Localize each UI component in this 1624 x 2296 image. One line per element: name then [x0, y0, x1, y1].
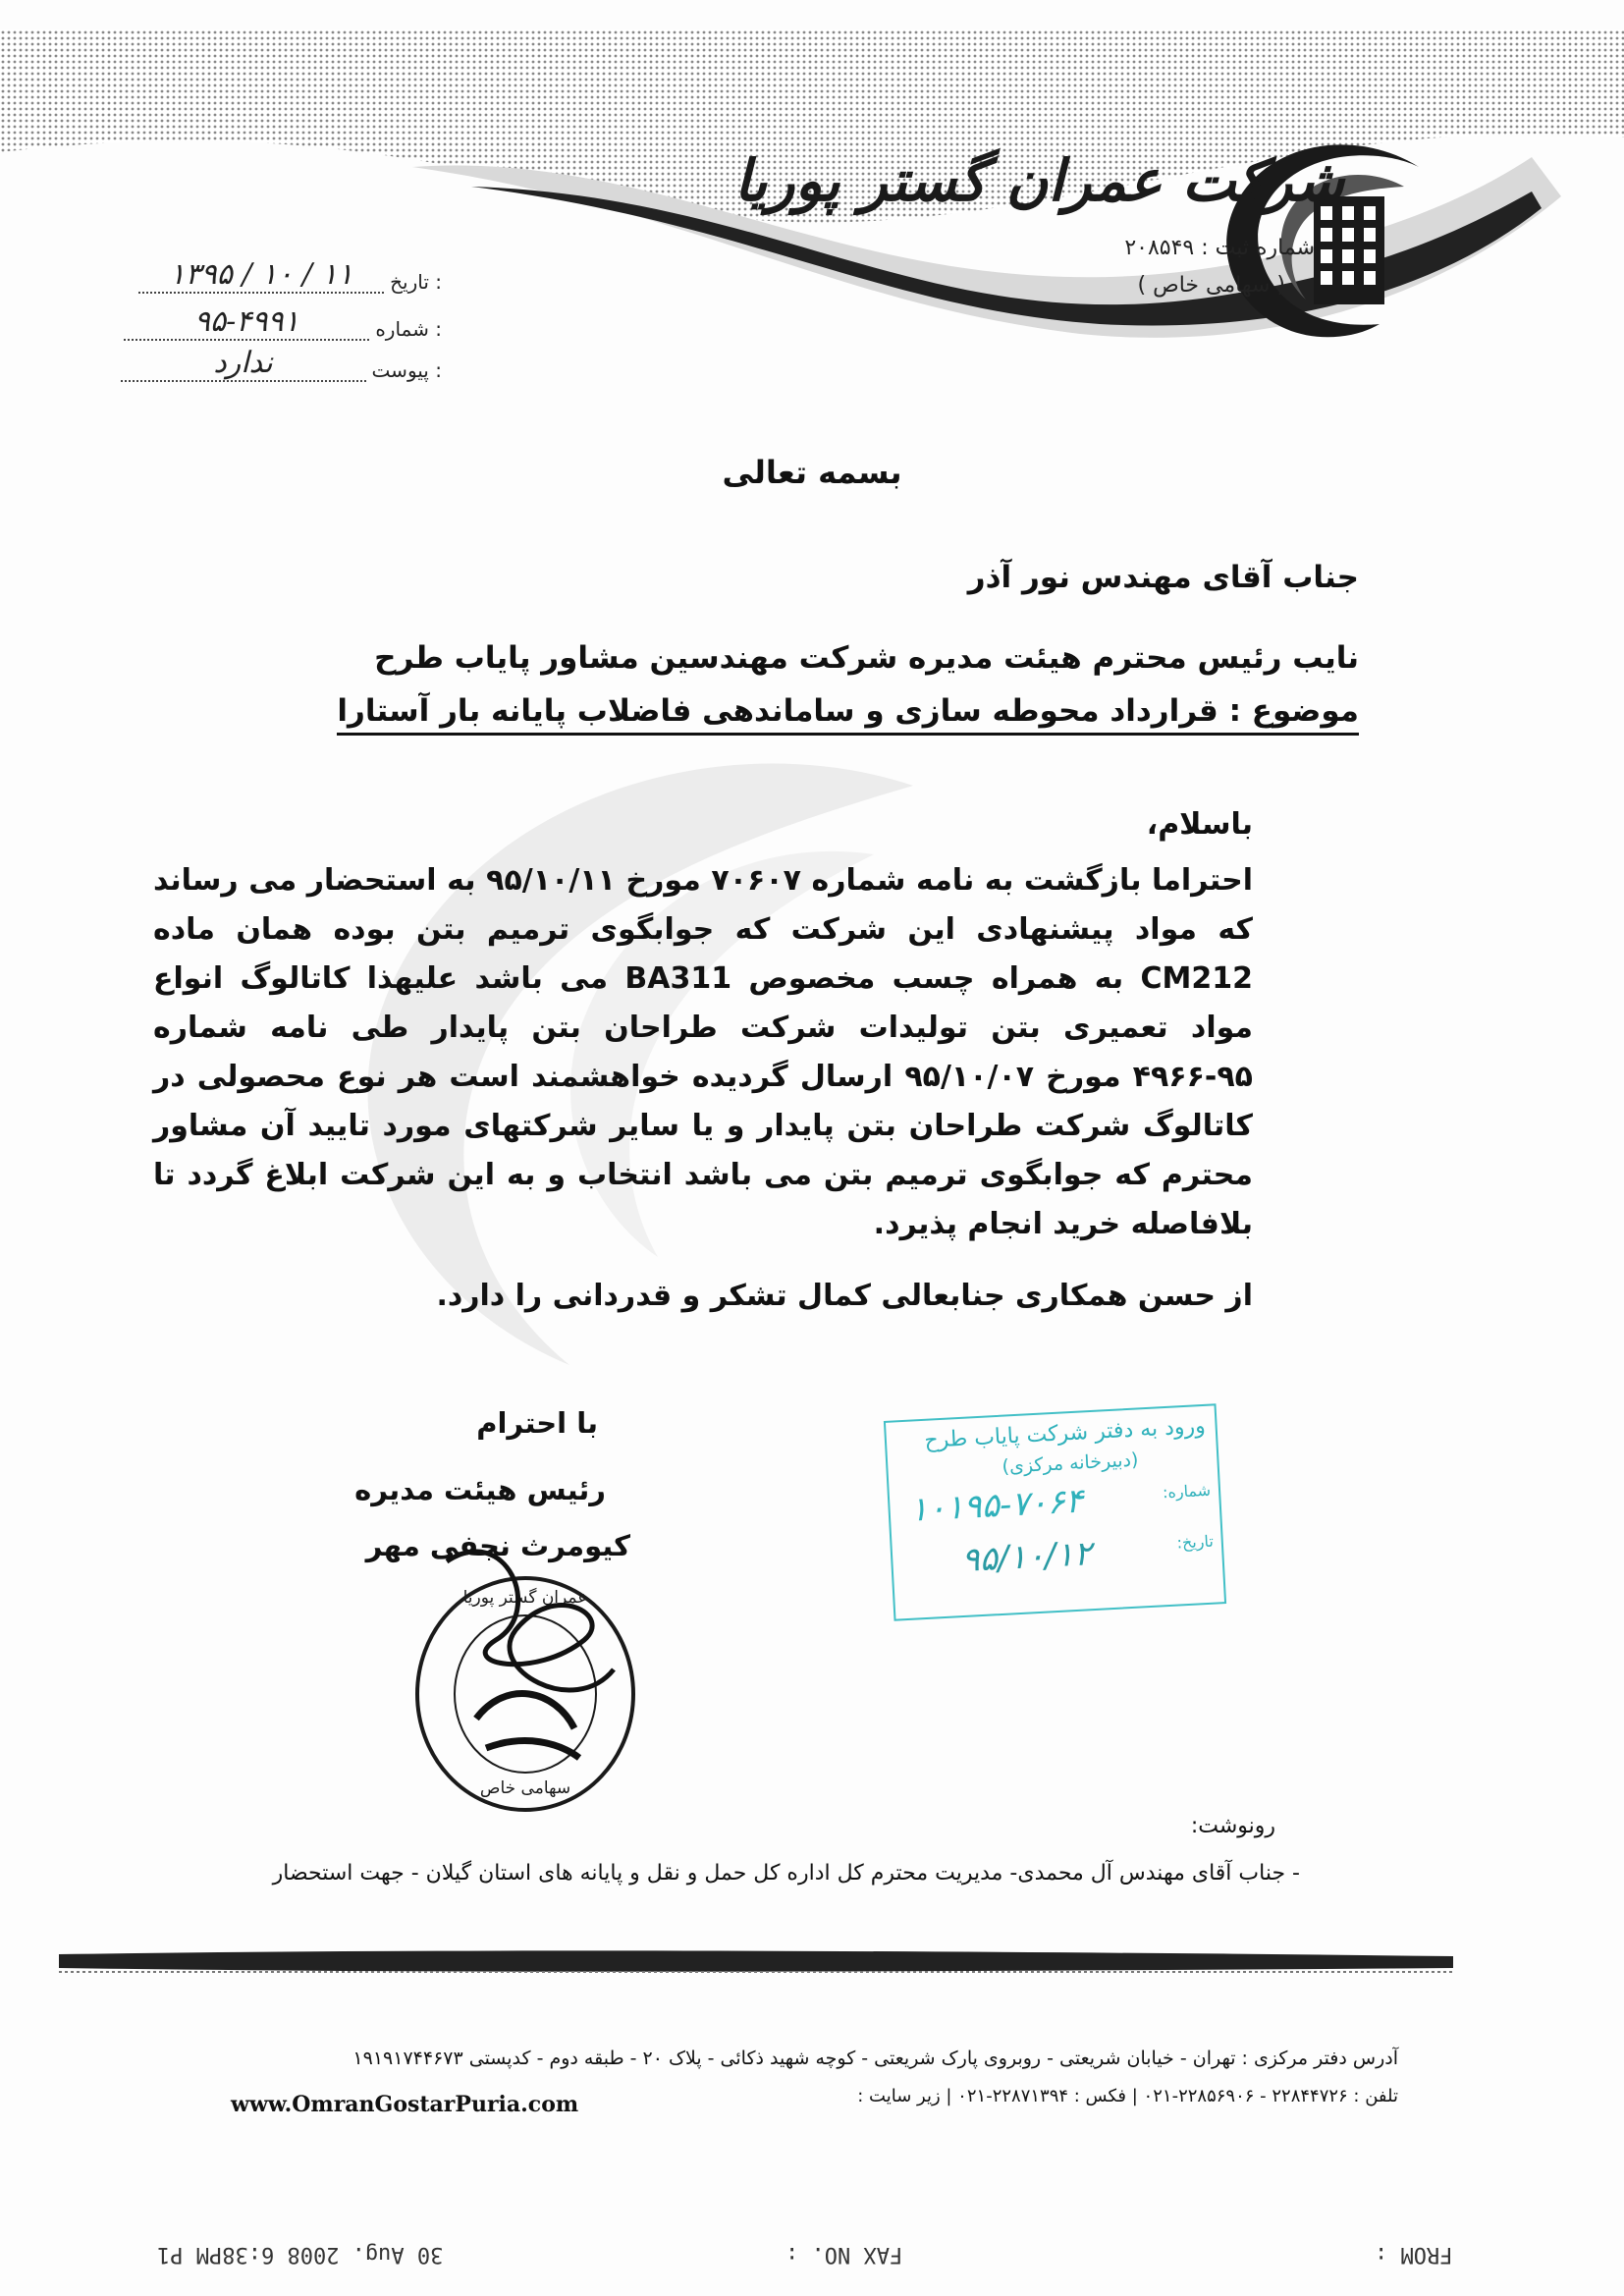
- fax-number: FAX NO. :: [785, 2242, 903, 2267]
- registration-number: شماره ثبت : ۲۰۸۵۴۹: [1124, 236, 1315, 260]
- signer-name: کیومرث نجفی مهر: [365, 1529, 630, 1562]
- company-type: ( سهامی خاص ): [1137, 273, 1285, 298]
- stamp-date-value: ۹۵/۱۰/۱۲: [960, 1534, 1093, 1581]
- stamp-date-label: تاریخ:: [1176, 1531, 1215, 1553]
- regards: با احترام: [476, 1406, 598, 1440]
- subject-text: موضوع : قرارداد محوطه سازی و ساماندهی فاضلاب پایانه بار آستارا: [337, 693, 1359, 736]
- seal-type: سهامی خاص: [479, 1778, 571, 1798]
- attachment-row: [88, 346, 442, 382]
- stamp-number-label: شماره:: [1162, 1480, 1212, 1503]
- subject-line: [337, 693, 1359, 729]
- attachment-label: پیوست :: [371, 358, 442, 382]
- stamp-number-value: ۱۰۱۹۵-۷۰۶۴: [908, 1481, 1085, 1530]
- date-row: [88, 257, 442, 294]
- footer-band: [59, 1946, 1453, 1976]
- signer-position: رئیس هیئت مدیره: [354, 1473, 606, 1506]
- bismillah-heading: بسمه تعالی: [722, 454, 902, 491]
- seal-name: عمران گستر پوریا: [462, 1588, 588, 1608]
- attachment-value: ندارد: [121, 346, 366, 382]
- fax-from: FROM :: [1375, 2242, 1453, 2267]
- body-paragraph: احتراما بازگشت به نامه شماره ۷۰۶۰۷ مورخ ۹۵/۱۰/۱۱ به استحضار می رساند که مواد پیشنهادی این شرکت که جوابگوی ترمیم بتن بوده همان ماده CM212 به همراه چسب مخصوص BA311 می باشد علیهذا کاتالوگ انواع مواد تعمیری بتن تولیدات شرکت طراحان بتن پایدار طی نامه شماره ۹۵-۴۹۶۶ مورخ ۹۵/۱۰/۰۷ ارسال گردیده خواهشمند است هر نوع محصولی در کاتالوگ شرکت طراحان بتن پایدار و یا سایر شرکتهای مورد تایید آن مشاور محترم که جوابگوی ترمیم بتن می باشد انتخاب و به این شرکت ابلاغ گردد تا بلافاصله خرید انجام پذیرد.: [153, 863, 1253, 1241]
- company-name: شرکت عمران گستر پوریا: [733, 147, 1344, 214]
- date-value: ۱۳۹۵ / ۱۰ / ۱۱: [138, 257, 384, 294]
- received-stamp: [884, 1403, 1226, 1620]
- footer-phones: تلفن : ۲۲۸۴۴۷۲۶ - ۲۲۸۵۶۹۰۶-۰۲۱ | فکس : ۲۲۸۷۱۳۹۴-۰۲۱ | زیر سایت :: [857, 2086, 1398, 2106]
- seal-emblem-icon: [476, 1694, 579, 1758]
- website-link[interactable]: www.OmranGostarPuria.com: [231, 2092, 579, 2117]
- signature-scribble-icon: [447, 1552, 614, 1690]
- number-row: [88, 304, 442, 341]
- recipient-name: جناب آقای مهندس نور آذر: [967, 560, 1359, 595]
- greeting: باسلام،: [1146, 807, 1253, 842]
- cc-recipient: - جناب آقای مهندس آل محمدی- مدیریت محترم کل اداره کل حمل و نقل و پایانه های استان گیلان - جهت استحضار: [272, 1861, 1300, 1886]
- stamp-subtitle: (دبیرخانه مرکزی): [1001, 1449, 1139, 1478]
- closing-line: از حسن همکاری جنابعالی کمال تشکر و قدردانی را دارد.: [436, 1279, 1253, 1313]
- recipient-title: نایب رئیس محترم هیئت مدیره شرکت مهندسین مشاور پایاب طرح: [374, 640, 1359, 676]
- number-value: ۹۵-۴۹۹۱: [124, 304, 369, 341]
- number-label: شماره :: [375, 317, 442, 341]
- date-label: تاریخ :: [390, 270, 442, 294]
- fax-datetime: 30 Aug. 2008 6:38PM P1: [157, 2242, 444, 2267]
- cc-label: رونوشت:: [1190, 1814, 1275, 1838]
- company-seal: [388, 1522, 653, 1827]
- footer-address: آدرس دفتر مرکزی : تهران - خیابان شریعتی - روبروی پارک شریعتی - کوچه شهید ذکائی - پلاک ۲۰ - طبقه دوم - کدپستی ۱۹۱۹۱۷۴۴۶۷۳: [352, 2048, 1398, 2069]
- stamp-title: ورود به دفتر شرکت پایاب طرح: [923, 1413, 1207, 1453]
